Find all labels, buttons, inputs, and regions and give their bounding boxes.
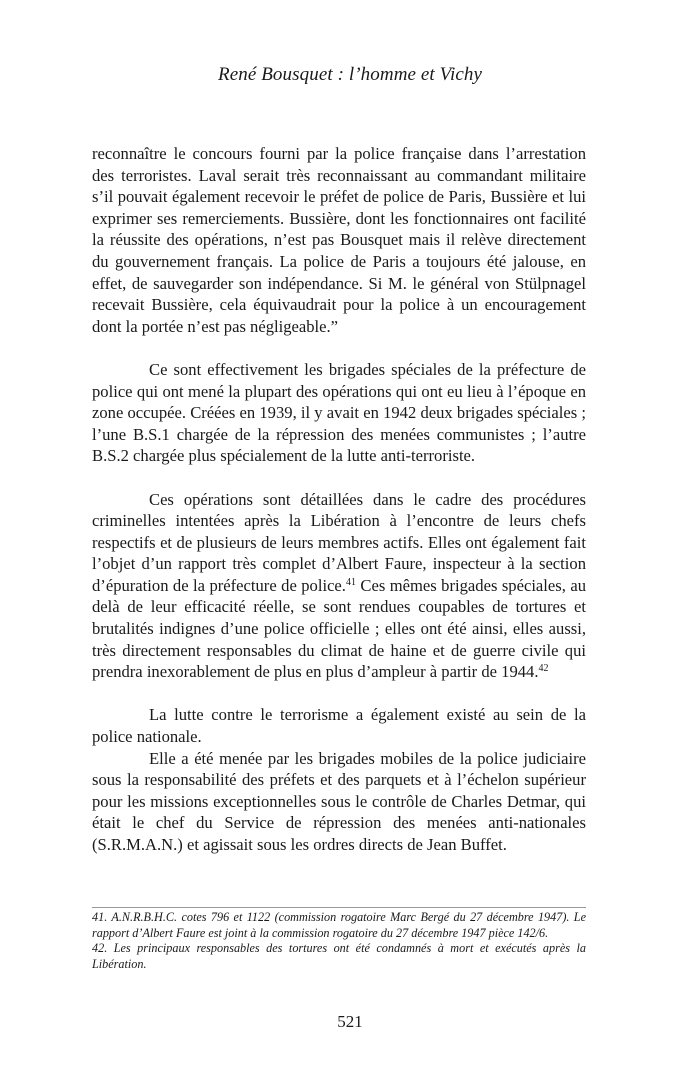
footnote-number: 42.: [92, 941, 108, 955]
footnote-text: A.N.R.B.H.C. cotes 796 et 1122 (commission rogatoire Marc Bergé du 27 décembre 1947). Le rapport d’Albert Faure est joint à la commission rogatoire du 27 décembre 1947 pièce 142/6.: [92, 910, 586, 940]
paragraph-text: Ces opérations sont détaillées dans le cadre des procédures criminelles intentées après la Libération à l’encontre de leurs chefs respectifs et de plusieurs de leurs membres actifs. Elles ont également fait l’objet d’un rapport très complet d’Albert Faure, inspecteur à la section d’épuration de la préfecture de police.: [92, 489, 586, 595]
footnote-number: 41.: [92, 910, 108, 924]
footnote-text: Les principaux responsables des tortures ont été condamnés à mort et exécutés après la Libération.: [92, 941, 586, 971]
footnotes: [92, 910, 586, 972]
footnote-ref-41[interactable]: 41: [345, 576, 356, 588]
footnote-41: [92, 910, 586, 941]
paragraph-brigades-speciales: Ce sont effectivement les brigades spéciales de la préfecture de police qui ont mené la plupart des opérations qui ont eu lieu à l’époque en zone occupée. Créées en 1939, il y avait en 1942 deux brigades spéciales ; l’une B.S.1 chargée de la répression des menées communistes ; l’autre B.S.2 chargée plus spécialement de la lutte anti-terroriste.: [92, 359, 586, 466]
running-head-title: René Bousquet : l’homme et Vichy: [218, 64, 482, 85]
body-text: [92, 143, 586, 856]
page-number: 521: [337, 1012, 363, 1031]
paragraph-lutte-terrorisme: La lutte contre le terrorisme a également existé au sein de la police nationale.: [92, 705, 586, 747]
paragraph-operations: [92, 489, 586, 683]
paragraph-brigades-mobiles: Elle a été menée par les brigades mobiles de la police judiciaire sous la responsabilité des préfets et des parquets et à l’échelon supérieur pour les missions exceptionnelles sous le contrôle de Charles Detmar, qui était le chef du Service de répression des menées anti-nationales (S.R.M.A.N.) et agissait sous les ordres directs de Jean Buffet.: [92, 748, 586, 854]
paragraph-text: Ces mêmes brigades spéciales, au delà de leur efficacité réelle, se sont rendues coupables de tortures et brutalités indignes d’une police officielle ; elles ont été ainsi, elles aussi, très directement responsables du climat de haine et de guerre civile qui prendra inexorablement de plus en plus d’ampleur à partir de 1944.: [92, 575, 586, 682]
footnote-divider: [92, 907, 586, 908]
footnote-42: [92, 941, 586, 972]
footnote-ref-42[interactable]: 42: [538, 663, 549, 675]
paragraph-quote-continuation: reconnaître le concours fourni par la police française dans l’arrestation des terroristes. Laval serait très reconnaissant au commandant militaire s’il pouvait également recevoir le préfet de police de Paris, Bussière et lui exprimer ses remerciements. Bussière, dont les fonctionnaires ont facilité la réussite des opérations, n’est pas Bousquet mais il relève directement du gouvernement français. La police de Paris a toujours été jalouse, en effet, de sauvegarder son indépendance. Si M. le général von Stülpnagel recevait Bussière, cela équivaudrait pour la police à un encouragement dont la portée n’est pas négligeable.”: [92, 144, 586, 336]
